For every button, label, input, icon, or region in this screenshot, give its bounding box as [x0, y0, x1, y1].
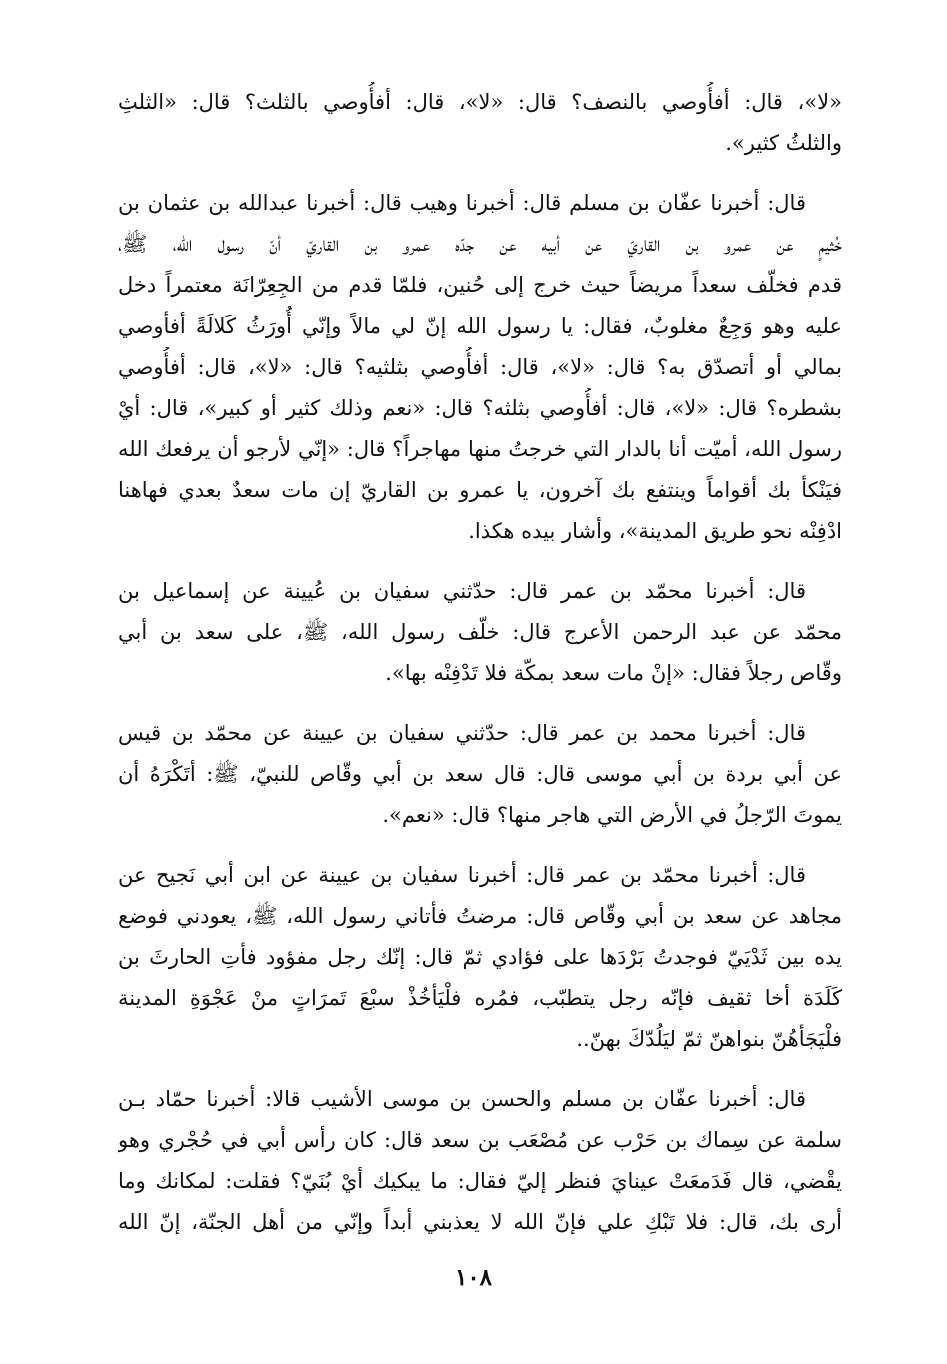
page-number: ١٠٨ — [454, 1264, 493, 1291]
text-line: قال: أخبرنا محمد بن عمر قال: حدّثني سفيان بن عيينة عن محمّد بن قيس — [118, 721, 806, 745]
text-line: مجاهد عن سعد بن أبي وقّاص قال: مرضتُ فأتاني رسول الله، ﷺ، يعودني فوضع — [118, 904, 842, 928]
text-line: كَلَدَة أخا ثقيف فإنّه رجل يتطبّب، فمُره فلْيَأخُذْ سبْعَ تَمرَاتٍ منْ عَجْوَةِ المدينة — [118, 986, 842, 1010]
text-line: فيَنْكأ بك أقواماً وينتفع بك آخرون، يا عمرو بن القاريّ إن مات سعدٌ بعدي فهاهنا — [118, 478, 842, 502]
paragraph-3 — [118, 571, 842, 694]
text-line: بمالي أو أتصدّق به؟ قال: «لا»، قال: أفأُوصي بثلثيه؟ قال: «لا»، قال: أفأُوصي — [118, 355, 842, 379]
paragraph-2 — [118, 183, 842, 552]
text-line: محمّد عن عبد الرحمن الأعرج قال: خلّف رسول الله، ﷺ، على سعد بن أبي — [118, 620, 842, 644]
text-line: قال: أخبرنا محمّد بن عمر قال: حدّثني سفيان بن عُيينة عن إسماعيل بن — [118, 579, 806, 603]
text-line: قدم فخلّف سعداً مريضاً حيث خرج إلى حُنين، فلمّا قدم من الجِعِرّانَة معتمراً دخل — [118, 273, 842, 297]
text-line: قال: أخبرنا عفّان بن مسلم والحسن بن موسى الأشيب قالا: أخبرنا حمّاد بـن — [118, 1087, 806, 1111]
text-line: قال: أخبرنا عفّان بن مسلم قال: أخبرنا وهيب قال: أخبرنا عبدالله بن عثمان بن — [118, 191, 806, 215]
text-line: وقّاص رجلاً فقال: «إنْ مات سعد بمكّة فلا تَدْفِنْه بها». — [385, 661, 842, 685]
text-line: يموتَ الرّجلُ في الأرض التي هاجر منها؟ قال: «نعم». — [382, 803, 842, 827]
text-line: خُثيمٍ عن عمرو بن القاريّ عن أبيه عن جدّه عمرو بن القاريّ أنّ رسول الله، ﷺ، — [118, 232, 842, 256]
text-line: عن أبي بردة بن أبي موسى قال: قال سعد بن أبي وقّاص للنبيّ، ﷺ: أتَكْرَهُ أن — [118, 762, 842, 786]
paragraph-4 — [118, 713, 842, 836]
body-text — [118, 82, 842, 1243]
text-line: «لا»، قال: أفأُوصي بالنصف؟ قال: «لا»، قال: أفأُوصي بالثلث؟ قال: «الثلثِ — [118, 90, 842, 114]
text-line: أرى بك، قال: فلا تَبْكِ علي فإنّ الله لا يعذبني أبداً وإنّي من أهل الجنّة، إنّ الله — [118, 1210, 842, 1234]
paragraph-5 — [118, 855, 842, 1060]
text-line: رسول الله، أميّت أنا بالدار التي خرجتُ منها مهاجراً؟ قال: «إنّي لأرجو أن يرفعك الله — [118, 437, 842, 461]
text-line: ادْفِنْه نحو طريق المدينة»، وأشار بيده هكذا. — [468, 519, 842, 543]
text-line: فلْيَجَأهُنّ بنواهنّ ثمّ ليَلُدّكَ بهنّ.. — [576, 1027, 842, 1051]
text-line: يده بين ثَدْيَيّ فوجدتُ بَرْدَها على فؤادي ثمّ قال: إنّك رجل مفؤود فأتِ الحارثَ بن — [118, 945, 842, 969]
text-line: سلمة عن سِماك بن حَرْب عن مُصْعَب بن سعد قال: كان رأس أبي في حُجْري وهو — [118, 1128, 842, 1152]
paragraph-6 — [118, 1079, 842, 1243]
text-line: قال: أخبرنا محمّد بن عمر قال: أخبرنا سفيان بن عيينة عن ابن أبي نَجيح عن — [118, 863, 806, 887]
text-line: عليه وهو وَجِعٌ مغلوبٌ، فقال: يا رسول الله إنّ لي مالاً وإنّي أُورَثُ كَلالَةً أفأوصي — [118, 314, 842, 338]
text-line: والثلثُ كثير». — [725, 131, 842, 155]
paragraph-1 — [118, 82, 842, 164]
text-line: بشطره؟ قال: «لا»، قال: أفأُوصي بثلثه؟ قال: «نعم وذلك كثير أو كبير»، قال: أيْ — [118, 396, 842, 420]
text-line: يقْضي، قال فَدَمعَتْ عينايَ فنظر إليّ فقال: ما يبكيك أيْ بُنَيّ؟ فقلت: لمكانك وما — [118, 1169, 842, 1193]
